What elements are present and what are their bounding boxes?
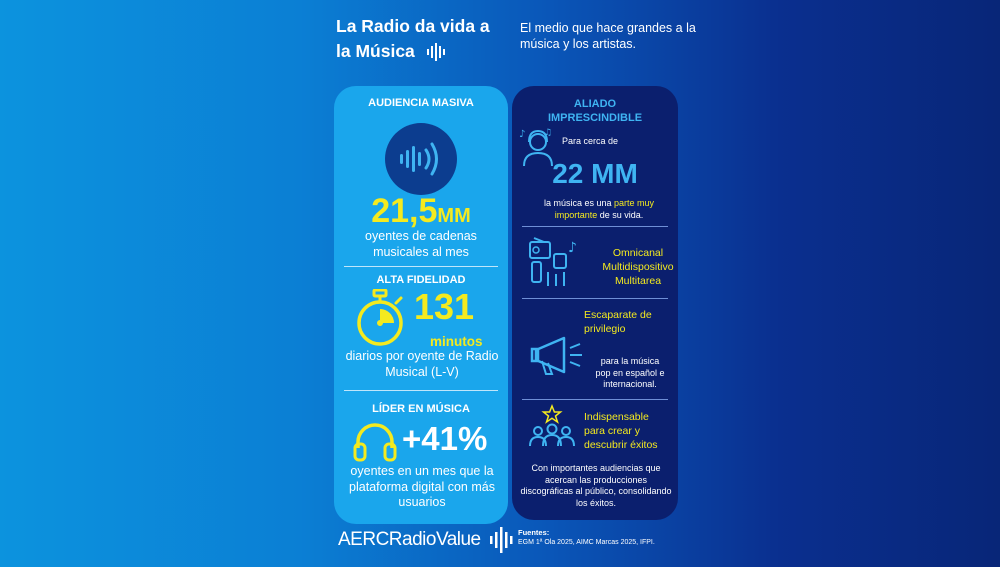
sound-bars-icon xyxy=(489,527,513,553)
closing-text: Con importantes audiencias que acercan las producciones discográficas al público, consolidando los éxitos. xyxy=(520,463,672,508)
stopwatch-icon xyxy=(352,289,408,347)
divider xyxy=(522,226,668,227)
devices-icon xyxy=(526,232,590,288)
svg-text:♫: ♫ xyxy=(544,128,553,138)
svg-text:♪: ♪ xyxy=(568,240,577,256)
left-card xyxy=(334,86,508,524)
fidelidad-text: diarios por oyente de Radio Musical (L-V) xyxy=(345,349,499,379)
fidelidad-value: 131 xyxy=(414,286,475,327)
divider xyxy=(344,266,498,267)
divider xyxy=(522,399,668,400)
indispensable-text: Indispensable para crear y descubrir éxitos xyxy=(584,411,658,451)
aliado-intro: Para cerca de xyxy=(562,136,619,146)
fidelidad-unit: minutos xyxy=(430,334,483,349)
omnicanal-text: Omnicanal Multidispositivo Multitarea xyxy=(602,247,674,287)
sources: Fuentes: EGM 1ª Ola 2025, AIMC Marcas 2025, IFPI. xyxy=(518,528,655,546)
audiencia-text: oyentes de cadenas musicales al mes xyxy=(365,229,477,259)
page-title: La Radio da vida a la Música xyxy=(336,16,490,61)
sound-bars-icon xyxy=(426,43,446,61)
audiencia-value: 21,5MM xyxy=(371,192,471,230)
divider xyxy=(344,390,498,391)
page-subtitle: El medio que hace grandes a la música y los artistas. xyxy=(520,21,696,51)
aliado-desc: la música es una parte muy importante de su vida. xyxy=(543,198,655,220)
divider xyxy=(522,298,668,299)
aliado-value: 22 MM xyxy=(552,158,638,189)
lider-text: oyentes en un mes que la plataforma digital con más usuarios xyxy=(349,464,495,509)
svg-text:♪: ♪ xyxy=(519,129,526,140)
star-people-icon xyxy=(526,404,578,448)
right-card xyxy=(512,86,678,520)
section-label-lider: LÍDER EN MÚSICA xyxy=(372,403,470,415)
megaphone-icon xyxy=(530,334,586,378)
radio-wave-icon xyxy=(384,122,458,196)
aliado-title: ALIADO IMPRESCINDIBLE xyxy=(547,98,643,124)
aerc-radiovalue-logo: AERCRadioValue xyxy=(338,527,513,553)
section-label-audiencia: AUDIENCIA MASIVA xyxy=(368,97,474,109)
section-label-fidelidad: ALTA FIDELIDAD xyxy=(376,274,466,286)
escaparate-text: Escaparate de privilegio xyxy=(584,309,652,335)
headphones-icon xyxy=(352,422,398,462)
escaparate-desc: para la música pop en español e internacional. xyxy=(595,356,665,389)
lider-value: +41% xyxy=(402,420,488,457)
